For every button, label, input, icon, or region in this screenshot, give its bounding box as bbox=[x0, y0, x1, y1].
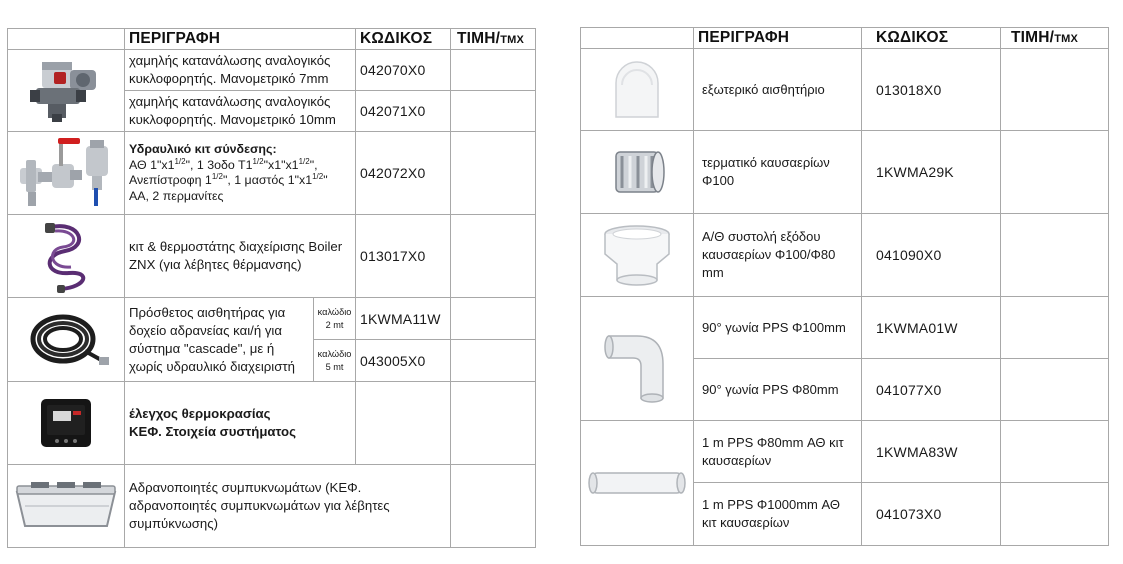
table-row bbox=[8, 465, 536, 548]
neutralizer-box-image bbox=[11, 476, 121, 536]
row-price bbox=[1001, 359, 1109, 421]
table-row bbox=[8, 50, 536, 91]
row-price bbox=[451, 215, 536, 298]
row-description: κιτ & θερμοστάτης διαχείρισης Boiler ZNX (για λέβητες θέρμανσης) bbox=[125, 215, 356, 298]
row-code: 013017X0 bbox=[356, 215, 451, 298]
table-row bbox=[8, 298, 536, 340]
left-header-price: ΤΙΜΗ/ΤΜΧ bbox=[451, 29, 536, 50]
boiler-cable-image bbox=[31, 217, 101, 295]
table-row bbox=[581, 214, 1109, 297]
pump-image-cell bbox=[8, 50, 125, 132]
valve-kit-title: Υδραυλικό κιτ σύνδεσης: bbox=[129, 142, 277, 156]
row-code: 042071X0 bbox=[356, 91, 451, 132]
row-price bbox=[1001, 214, 1109, 297]
right-header-row bbox=[581, 28, 1109, 49]
table-row bbox=[581, 49, 1109, 131]
row-price bbox=[451, 50, 536, 91]
row-code: 041090X0 bbox=[862, 214, 1001, 297]
row-description: χαμηλής κατανάλωσης αναλογικός κυκλοφορητής. Μανομετρικό 10mm bbox=[125, 91, 356, 132]
table-row bbox=[581, 297, 1109, 359]
row-price bbox=[451, 132, 536, 215]
row-code: 1KWMA11W bbox=[356, 298, 451, 340]
right-header-image bbox=[581, 28, 694, 49]
right-header-code: ΚΩΔΙΚΟΣ bbox=[862, 28, 1001, 49]
valve-kit-line3: Ανεπίστροφη $1^{1/2}$", 1 μαστός $1"x1^{1/2}$" bbox=[129, 171, 328, 187]
row-description: Αδρανοποιητές συμπυκνωμάτων (ΚΕΦ. αδρανοποιητές συμπυκνωμάτων για λέβητες συμπύκνωσης) bbox=[125, 465, 451, 548]
row-price bbox=[451, 298, 536, 340]
right-product-table bbox=[580, 27, 1109, 546]
row-code: 043005X0 bbox=[356, 340, 451, 382]
flue-pipe-image bbox=[585, 463, 689, 503]
row-description bbox=[125, 132, 356, 215]
row-price bbox=[1001, 483, 1109, 546]
thermostat-image bbox=[31, 393, 101, 453]
circulator-pump-image bbox=[26, 56, 106, 126]
row-note: καλώδιο 2 mt bbox=[314, 298, 356, 340]
left-header-code: ΚΩΔΙΚΟΣ bbox=[356, 29, 451, 50]
row-description: 90° γωνία PPS Φ80mm bbox=[694, 359, 862, 421]
row-code: 041077X0 bbox=[862, 359, 1001, 421]
elbow-image bbox=[597, 314, 677, 404]
row-price bbox=[451, 382, 536, 465]
row-code bbox=[356, 382, 451, 465]
thermostat-subtitle: ΚΕΦ. Στοιχεία συστήματος bbox=[129, 424, 296, 439]
row-description: 1 m PPS Φ80mm ΑΘ κιτ καυσαερίων bbox=[694, 421, 862, 483]
left-product-table bbox=[7, 28, 536, 548]
row-price bbox=[451, 91, 536, 132]
valve-image-cell bbox=[8, 132, 125, 215]
left-header-row bbox=[8, 29, 536, 50]
thermostat-title: έλεγχος θερμοκρασίας bbox=[129, 406, 271, 421]
row-code: 1KWMA01W bbox=[862, 297, 1001, 359]
flue-terminal-image bbox=[602, 142, 672, 202]
thermostat-image-cell bbox=[8, 382, 125, 465]
row-code: 042070X0 bbox=[356, 50, 451, 91]
row-description: 90° γωνία PPS Φ100mm bbox=[694, 297, 862, 359]
flue-reducer-image bbox=[597, 220, 677, 290]
table-row bbox=[8, 132, 536, 215]
outdoor-sensor-image-cell bbox=[581, 49, 694, 131]
row-note: καλώδιο 5 mt bbox=[314, 340, 356, 382]
valve-kit-image bbox=[16, 134, 116, 212]
row-code: 1KWMA83W bbox=[862, 421, 1001, 483]
left-header-description: ΠΕΡΙΓΡΑΦΗ bbox=[125, 29, 356, 50]
row-code: 013018X0 bbox=[862, 49, 1001, 131]
table-row bbox=[581, 421, 1109, 483]
row-description: χαμηλής κατανάλωσης αναλογικός κυκλοφορητής. Μανομετρικό 7mm bbox=[125, 50, 356, 91]
table-row bbox=[8, 382, 536, 465]
row-price bbox=[1001, 49, 1109, 131]
row-price bbox=[1001, 297, 1109, 359]
table-row bbox=[581, 131, 1109, 214]
right-header-price: ΤΙΜΗ/ΤΜΧ bbox=[1001, 28, 1109, 49]
flue-pipe-image-cell bbox=[581, 421, 694, 546]
row-price bbox=[1001, 131, 1109, 214]
row-code: 042072X0 bbox=[356, 132, 451, 215]
row-description: εξωτερικό αισθητήριο bbox=[694, 49, 862, 131]
sensor-cable-image bbox=[21, 305, 111, 375]
flue-reducer-image-cell bbox=[581, 214, 694, 297]
table-row bbox=[8, 215, 536, 298]
outdoor-sensor-image bbox=[602, 55, 672, 125]
row-price bbox=[451, 465, 536, 548]
sensor-image-cell bbox=[8, 298, 125, 382]
row-description: 1 m PPS Φ1000mm ΑΘ κιτ καυσαερίων bbox=[694, 483, 862, 546]
row-description: τερματικό καυσαερίων Φ100 bbox=[694, 131, 862, 214]
row-price bbox=[451, 340, 536, 382]
right-header-description: ΠΕΡΙΓΡΑΦΗ bbox=[694, 28, 862, 49]
valve-kit-line4: ΑΑ, 2 περμανίτες bbox=[129, 188, 224, 203]
row-code: 1KWMA29K bbox=[862, 131, 1001, 214]
neutralizer-image-cell bbox=[8, 465, 125, 548]
elbow-image-cell bbox=[581, 297, 694, 421]
valve-kit-line2: ΑΘ $1"x1^{1/2}$", 1 3οδο $T1^{1/2}"x1"x1^{1/2}$", bbox=[129, 156, 318, 172]
left-header-image bbox=[8, 29, 125, 50]
row-price bbox=[1001, 421, 1109, 483]
row-description: Α/Θ συστολή εξόδου καυσαερίων Φ100/Φ80 mm bbox=[694, 214, 862, 297]
row-description bbox=[125, 382, 356, 465]
row-code: 041073X0 bbox=[862, 483, 1001, 546]
boiler-cable-image-cell bbox=[8, 215, 125, 298]
row-description: Πρόσθετος αισθητήρας για δοχείο αδρανείας και/ή για σύστημα "cascade", με ή χωρίς υδραυλικό διαχειριστή bbox=[125, 298, 314, 382]
flue-terminal-image-cell bbox=[581, 131, 694, 214]
